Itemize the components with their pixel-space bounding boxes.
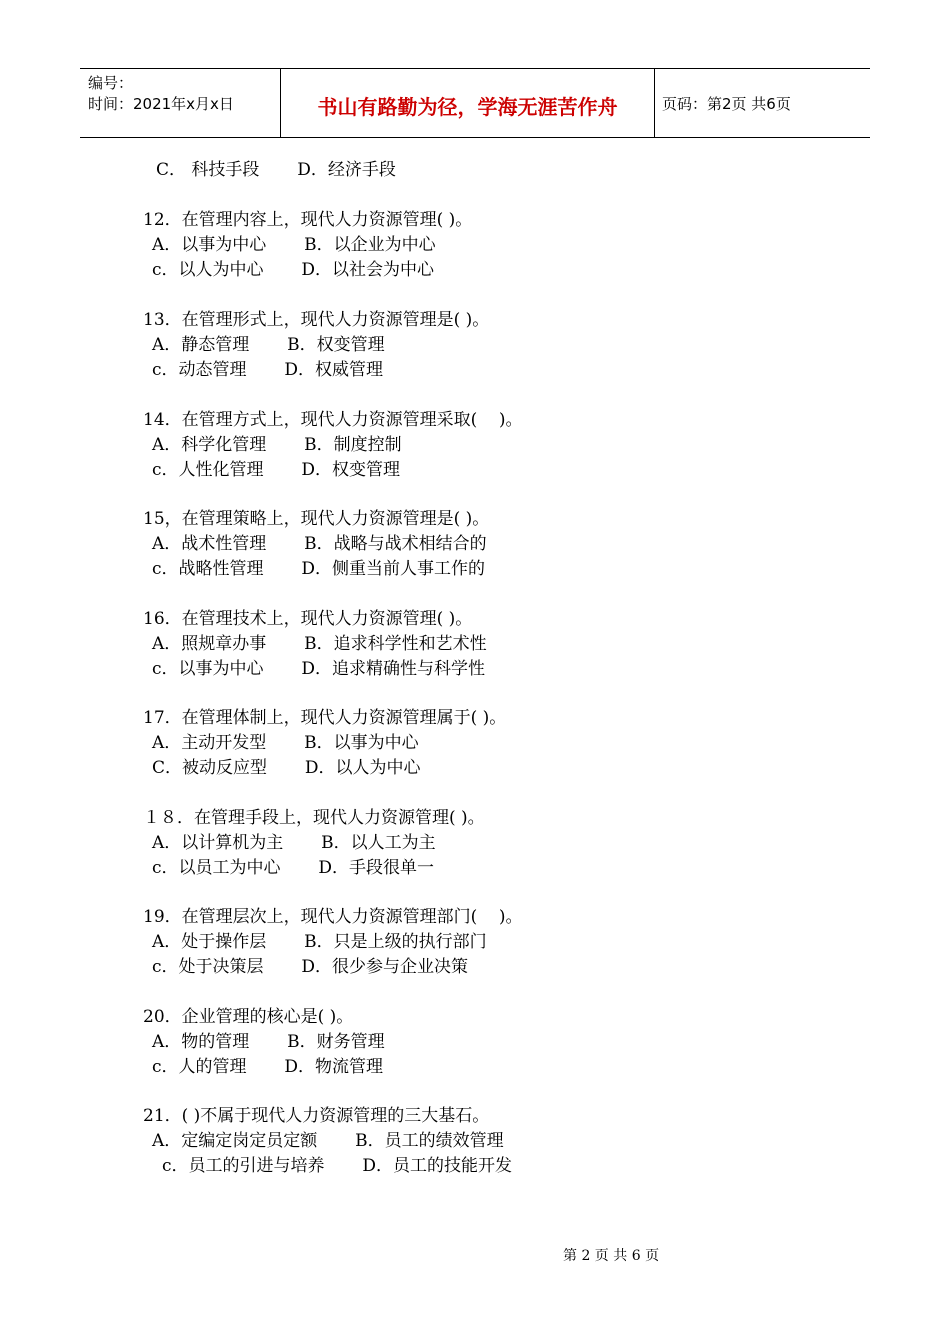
question-stem: 16．在管理技术上，现代人力资源管理( )。 [143,609,473,629]
question-stem: 20．企业管理的核心是( )。 [143,1007,354,1027]
header-meta [80,69,281,137]
header-page-label: 页码：第2页 共6页 [662,95,791,113]
option-line: c．人的管理 D．物流管理 [152,1057,383,1077]
question-stem: 13．在管理形式上，现代人力资源管理是( )。 [143,310,490,330]
document-number-label: 编号： [88,74,134,92]
option-line: A．科学化管理 B．制度控制 [152,435,402,455]
page-header [80,68,870,138]
motto: 书山有路勤为径，学海无涯苦作舟 [317,95,618,119]
question-stem: 14．在管理方式上，现代人力资源管理采取( )。 [143,410,523,430]
option-line: A．静态管理 B．权变管理 [152,335,385,355]
option-line: A．以事为中心 B．以企业为中心 [152,235,436,255]
option-line: c．战略性管理 D．侧重当前人事工作的 [152,559,485,579]
option-line: c．以事为中心 D．追求精确性与科学性 [152,659,485,679]
footer-page-number: 第 2 页 共 6 页 [563,1248,660,1264]
option-line: c．以人为中心 D．以社会为中心 [152,260,434,280]
option-line: c．人性化管理 D．权变管理 [152,460,400,480]
option-line: A．物的管理 B．财务管理 [152,1032,385,1052]
question-stem: 21．( )不属于现代人力资源管理的三大基石。 [143,1106,490,1126]
document-time-label: 时间：2021年x月x日 [88,95,234,113]
option-line: A．战术性管理 B．战略与战术相结合的 [152,534,487,554]
question-stem: 17．在管理体制上，现代人力资源管理属于( )。 [143,708,507,728]
question-stem: 15，在管理策略上，现代人力资源管理是( )。 [143,509,490,529]
option-line: C．被动反应型 D．以人为中心 [152,758,421,778]
option-line: c．员工的引进与培养 D．员工的技能开发 [162,1156,512,1176]
option-line: A．主动开发型 B．以事为中心 [152,733,419,753]
option-line: A．处于操作层 B．只是上级的执行部门 [152,932,487,952]
option-line: c．处于决策层 D．很少参与企业决策 [152,957,468,977]
option-line: c．以员工为中心 D．手段很单一 [152,858,434,878]
option-line: c．动态管理 D．权威管理 [152,360,383,380]
header-motto-cell [281,69,655,137]
question-stem: 19．在管理层次上，现代人力资源管理部门( )。 [143,907,523,927]
option-line: A．照规章办事 B．追求科学性和艺术性 [152,634,487,654]
option-line: A．定编定岗定员定额 B．员工的绩效管理 [152,1131,504,1151]
option-line: A．以计算机为主 B．以人工为主 [152,833,436,853]
question-stem: 12．在管理内容上，现代人力资源管理( )。 [143,210,473,230]
option-line: C． 科技手段 D．经济手段 [156,160,396,180]
question-stem: １８．在管理手段上，现代人力资源管理( )。 [143,808,485,828]
